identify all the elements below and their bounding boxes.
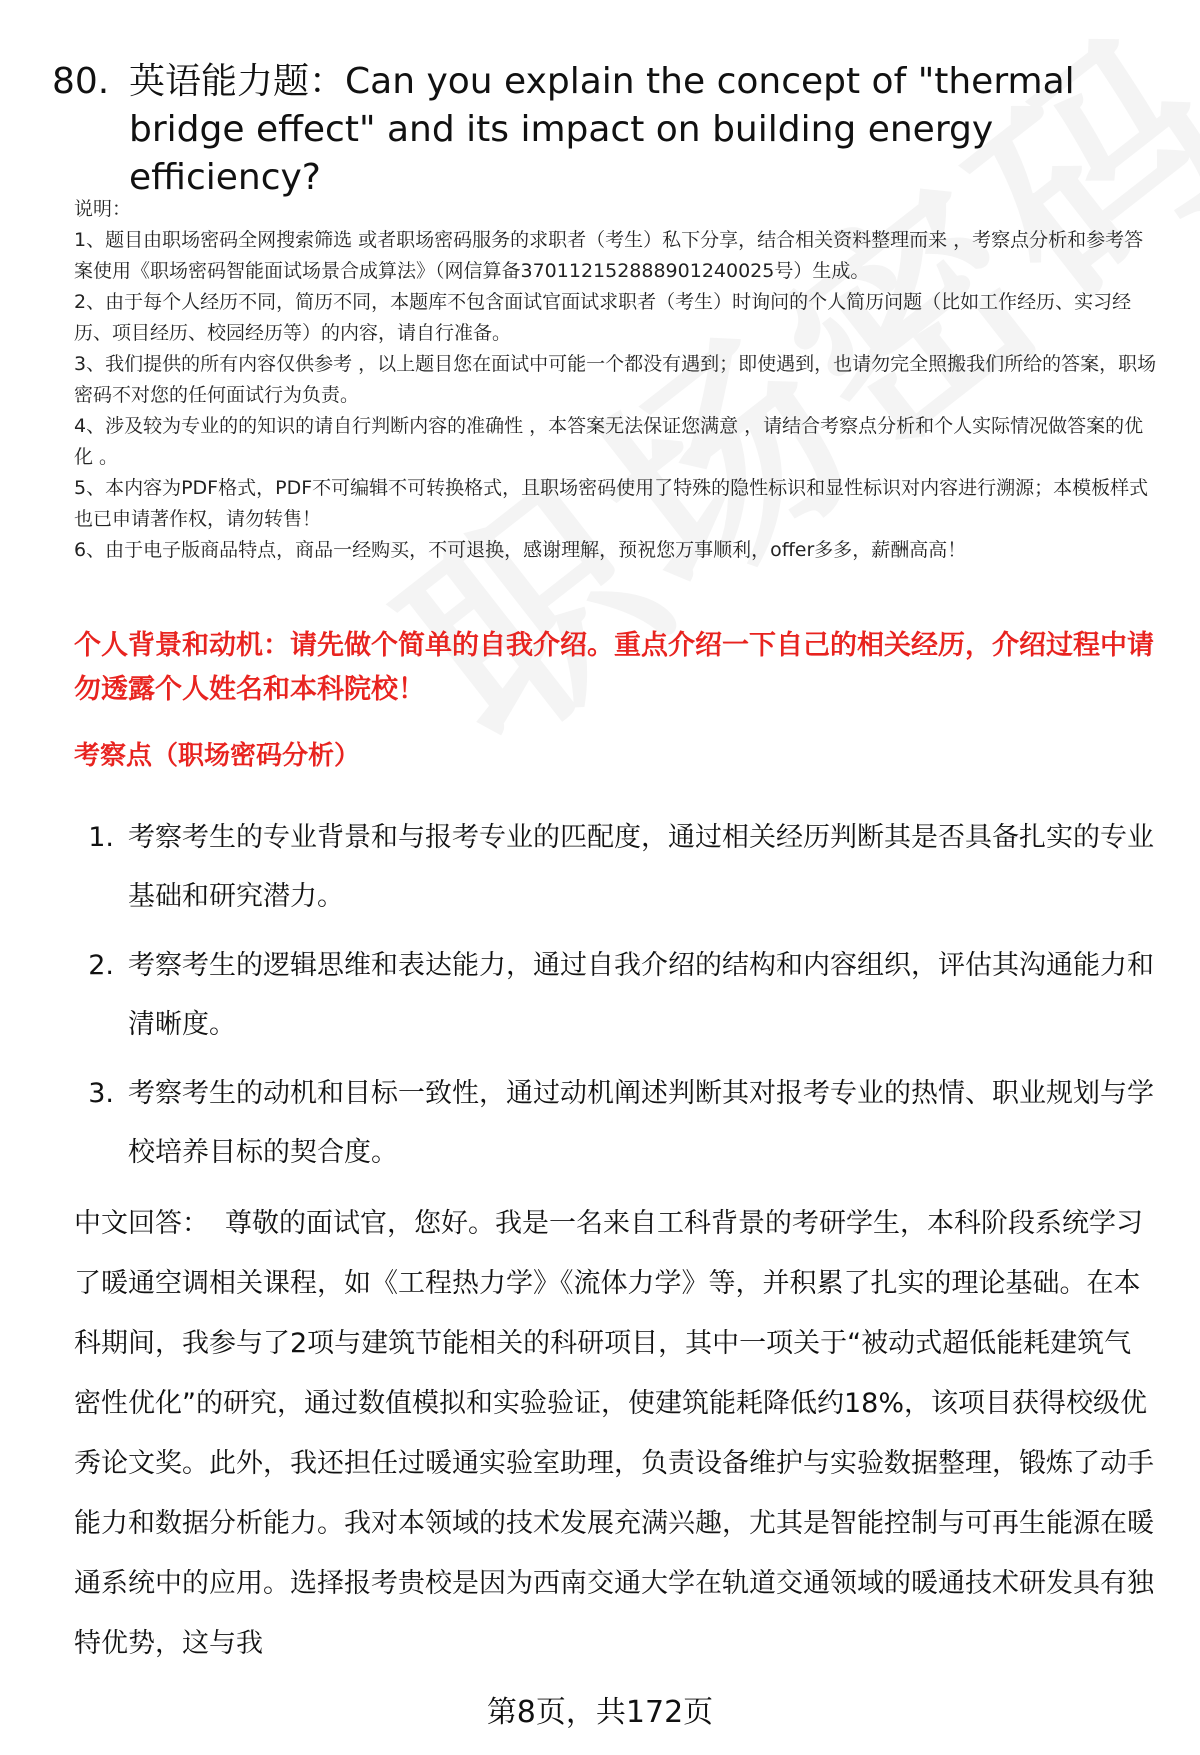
question-number: 80. — [52, 61, 110, 102]
answer-label: 中文回答： — [74, 1208, 209, 1239]
notes-title: 说明： — [74, 198, 132, 220]
list-item — [74, 808, 1154, 926]
note-item: 3、我们提供的所有内容仅供参考 ，以上题目您在面试中可能一个都没有遇到；即使遇到，也请勿完全照搬我们所给的答案，职场密码不对您的任何面试行为负责。 — [74, 353, 1157, 406]
list-item-text: 考察考生的逻辑思维和表达能力，通过自我介绍的结构和内容组织，评估其沟通能力和清晰度。 — [128, 950, 1154, 1040]
list-item-number: 3. — [88, 1078, 114, 1109]
list-item-text: 考察考生的动机和目标一致性，通过动机阐述判断其对报考专业的热情、职业规划与学校培养目标的契合度。 — [128, 1078, 1154, 1168]
disclaimer-notes — [74, 194, 1160, 566]
note-item: 4、涉及较为专业的的知识的请自行判断内容的准确性 ，本答案无法保证您满意 ，请结合考察点分析和个人实际情况做答案的优化 。 — [74, 415, 1144, 468]
key-points-list — [74, 808, 1154, 1192]
note-item: 1、题目由职场密码全网搜索筛选 或者职场密码服务的求职者（考生）私下分享，结合相关资料整理而来 ，考察点分析和参考答案使用《职场密码智能面试场景合成算法》（网信算备370112152888901240025号）生成。 — [74, 229, 1144, 282]
key-points-heading: 考察点（职场密码分析） — [74, 741, 361, 771]
background-question-heading: 个人背景和动机：请先做个简单的自我介绍。重点介绍一下自己的相关经历，介绍过程中请勿透露个人姓名和本科院校！ — [74, 630, 1154, 705]
note-item: 2、由于每个人经历不同，简历不同，本题库不包含面试官面试求职者（考生）时询问的个人简历问题（比如工作经历、实习经历、项目经历、校园经历等）的内容，请自行准备。 — [74, 291, 1132, 344]
question-title — [52, 58, 1162, 202]
list-item — [74, 1064, 1154, 1182]
chinese-answer — [74, 1194, 1158, 1674]
note-item: 5、本内容为PDF格式，PDF不可编辑不可转换格式，且职场密码使用了特殊的隐性标识和显性标识对内容进行溯源；本模板样式也已申请著作权，请勿转售！ — [74, 477, 1149, 530]
list-item-text: 考察考生的专业背景和与报考专业的匹配度，通过相关经历判断其是否具备扎实的专业基础和研究潜力。 — [128, 822, 1154, 912]
page-number-footer: 第8页，共172页 — [486, 1695, 714, 1730]
question-text: 英语能力题：Can you explain the concept of "thermal bridge effect" and its impact on building energy efficiency? — [129, 61, 1075, 198]
list-item-number: 1. — [88, 822, 114, 853]
list-item-number: 2. — [88, 950, 114, 981]
list-item — [74, 936, 1154, 1054]
answer-text: 尊敬的面试官，您好。我是一名来自工科背景的考研学生，本科阶段系统学习了暖通空调相关课程，如《工程热力学》《流体力学》等，并积累了扎实的理论基础。在本科期间，我参与了2项与建筑节能相关的科研项目，其中一项关于“被动式超低能耗建筑气密性优化”的研究，通过数值模拟和实验验证，使建筑能耗降低约18%，该项目获得校级优秀论文奖。此外，我还担任过暖通实验室助理，负责设备维护与实验数据整理，锻炼了动手能力和数据分析能力。我对本领域的技术发展充满兴趣，尤其是智能控制与可再生能源在暖通系统中的应用。选择报考贵校是因为西南交通大学在轨道交通领域的暖通技术研发具有独特优势，这与我 — [74, 1208, 1154, 1659]
note-item: 6、由于电子版商品特点，商品一经购买，不可退换，感谢理解，预祝您万事顺利，offer多多，薪酬高高！ — [74, 539, 967, 561]
